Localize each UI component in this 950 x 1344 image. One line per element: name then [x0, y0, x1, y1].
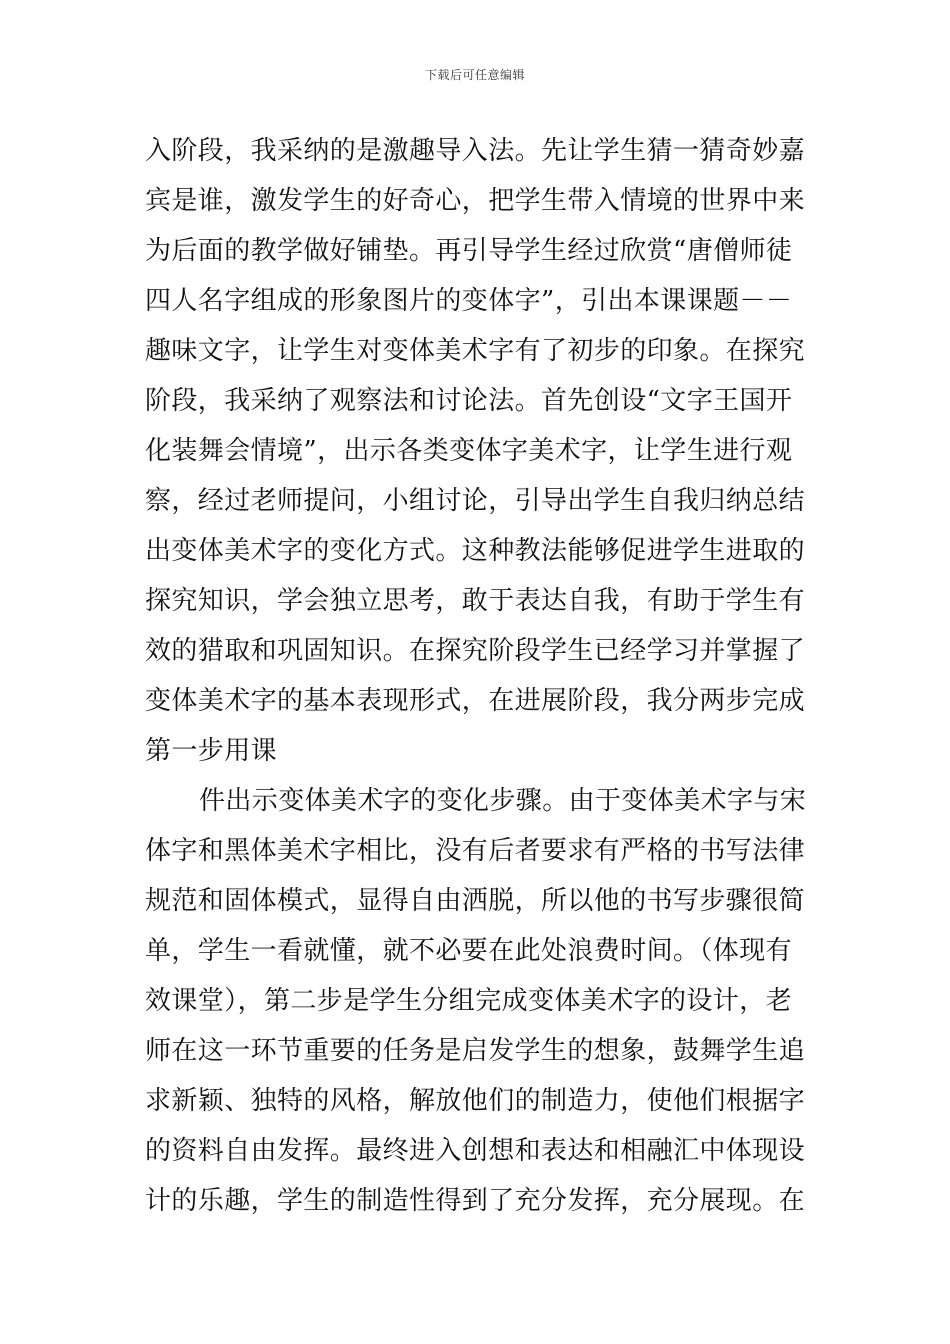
text-line: 的资料自由发挥。最终进入创想和表达和相融汇中体现设 [145, 1136, 806, 1166]
text-line: 规范和固体模式，显得自由洒脱，所以他的书写步骤很简 [145, 886, 806, 916]
text-line: 阶段，我采纳了观察法和讨论法。首先创设“文字王国开 [145, 386, 793, 416]
text-line: 趣味文字，让学生对变体美术字有了初步的印象。在探究 [145, 336, 806, 366]
text-line: 入阶段，我采纳的是激趣导入法。先让学生猜一猜奇妙嘉 [145, 136, 806, 166]
text-line: 宾是谁，激发学生的好奇心，把学生带入情境的世界中来 [145, 186, 806, 216]
text-line: 第一步用课 [145, 736, 278, 766]
text-line: 出变体美术字的变化方式。这种教法能够促进学生进取的 [145, 536, 806, 566]
body-text [145, 126, 815, 1226]
text-line: 师在这一环节重要的任务是启发学生的想象，鼓舞学生追 [145, 1036, 806, 1066]
text-line: 察，经过老师提问，小组讨论，引导出学生自我归纳总结 [145, 486, 806, 516]
paragraph-1 [145, 126, 815, 776]
text-line: 四人名字组成的形象图片的变体字”，引出本课课题－－ [145, 286, 793, 316]
text-line: 为后面的教学做好铺垫。再引导学生经过欣赏“唐僧师徒 [145, 236, 793, 266]
text-line: 效的猎取和巩固知识。在探究阶段学生已经学习并掌握了 [145, 636, 806, 666]
text-line: 单，学生一看就懂，就不必要在此处浪费时间。（体现有 [145, 936, 793, 966]
text-line: 变体美术字的基本表现形式，在进展阶段，我分两步完成 [145, 686, 806, 716]
text-line: 探究知识，学会独立思考，敢于表达自我，有助于学生有 [145, 586, 806, 616]
paragraph-2 [145, 776, 815, 1226]
text-line: 计的乐趣，学生的制造性得到了充分发挥，充分展现。在 [145, 1186, 806, 1216]
text-line: 体字和黑体美术字相比，没有后者要求有严格的书写法律 [145, 836, 806, 866]
page-header-note: 下载后可任意编辑 [424, 68, 525, 82]
text-line: 求新颖、独特的风格，解放他们的制造力，使他们根据字 [145, 1086, 806, 1116]
text-line: 化装舞会情境”，出示各类变体字美术字，让学生进行观 [145, 436, 793, 466]
text-line-indented: 件出示变体美术字的变化步骤。由于变体美术字与宋 [199, 786, 807, 816]
text-line: 效课堂），第二步是学生分组完成变体美术字的设计，老 [145, 986, 793, 1016]
